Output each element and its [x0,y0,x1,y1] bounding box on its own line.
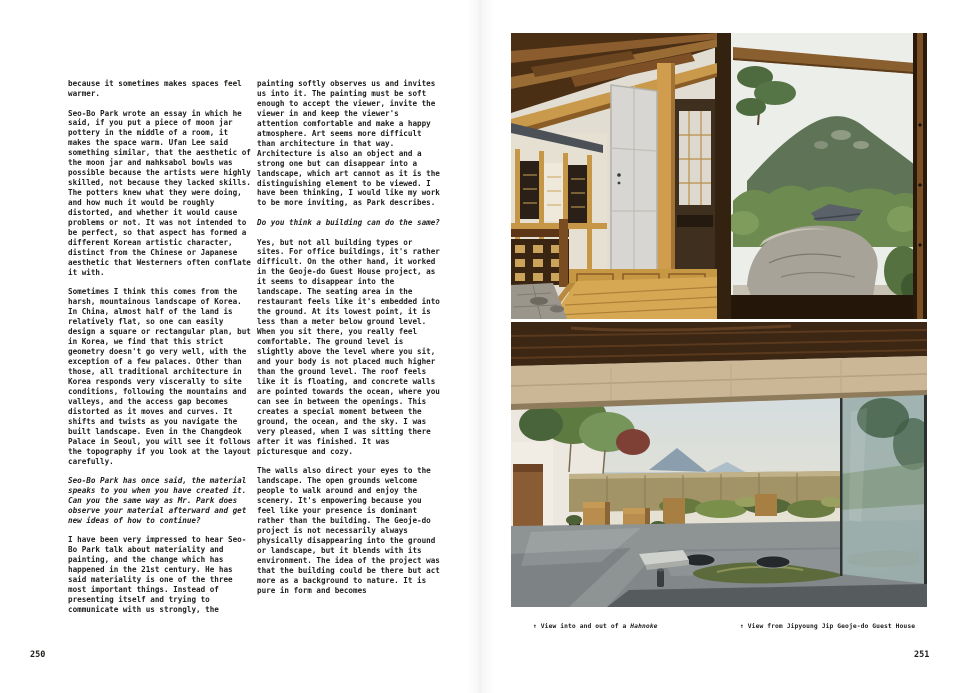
hanok-illustration [511,33,927,319]
guesthouse-glass-wall [840,372,927,584]
hanok-railing [511,219,569,287]
caption-hanok [533,623,658,630]
paragraph-question: Seo-Bo Park has once said, the material speaks to you when you have created it. Can you the same way as Mr. Park does observe your material afterward and get new ideas of how to continue? [68,476,247,525]
paragraph: Seo-Bo Park wrote an essay in which he said, if you put a piece of moon jar pottery in the middle of a room, it makes the space warm. Ufan Lee said something similar, that the aesthetic of the moon jar and mahksabol bowls was possible because the artists were highly skilled, not because they lacked skills. The potters knew what they were doing, and how much it would be roughly distorted, and whether it would cause problems or not. It was not intended to be perfect, so that aspect has formed a different Korean artistic character, distinct from the Chinese or Japanese aesthetic that Westerners often conflate it with. [68,108,251,277]
photo-guesthouse-view [511,322,927,607]
hanok-left-jamb [715,33,731,319]
hanok-post [657,63,675,293]
hanok-right-jamb [913,33,927,319]
spread-gutter-shadow [466,0,494,693]
hanok-open-door [611,85,657,275]
caption-guesthouse: ↑ View from Jipyoung Jip Geoje-do Guest House [740,623,916,630]
text-column-1 [68,79,251,625]
page-number-left: 250 [30,650,46,660]
paragraph: Yes, but not all building types or sites. For office buildings, it's rather difficult. On the other hand, it worked in the Geoje-do Guest House project, as it seems to disappear into the landscape. The seating area in the restaurant feels like it's embedded into the ground. At its lowest point, it is less than a meter below ground level. When you sit there, you really feel comfortable. The ground level is slightly above the level where you sit, and your body is not placed much higher than the ground level. The roof feels like it is floating, and concrete walls are pointed towards the ocean, where you can see in between the openings. This creates a special moment between the ground, the ocean, and the sky. I was very pleased, when I was sitting there after it was finished. It was picturesque and cozy. [257,237,440,456]
guesthouse-illustration [511,322,927,607]
paragraph: I have been very impressed to hear Seo-Bo Park talk about materiality and painting, and the change which has happened in the 21st century. He has said materiality is one of the three most important things. Instead of presenting itself and trying to communicate with us strongly, the [68,535,247,615]
photo-hanok-view [511,33,927,319]
paragraph: The walls also direct your eyes to the landscape. The open grounds welcome people to walk around and enjoy the scenery. It's empowering because you feel like your presence is dominant rather than the building. The Geoje-do project is not necessarily always physically disappearing into the ground or landscape, but it blends with its environment. The idea of the project was that the building could be there but act more as a background to nature. It is pure in form and becomes [257,466,440,595]
hanok-interior-room [675,99,715,275]
paragraph: because it sometimes makes spaces feel warmer. [68,79,242,98]
text-column-2 [257,79,440,605]
hanok-window-sill [717,295,915,319]
paragraph-question: Do you think a building can do the same? [257,217,440,227]
caption-hanok-text: ↑ View into and out of a [533,623,627,630]
caption-hanok-italic: Hahnoke [626,623,658,630]
paragraph: painting softly observes us and invites us into it. The painting must be soft enough to accept the viewer, invite the viewer in and keep the viewer's attention comfortable and make a happy atmosphere. Art seems more difficult than architecture in that way. Architecture is also an object and a strong one but can disappear into a landscape, which art cannot as it is the distinguishing element to be viewed. I have been thinking, I would like my work to be more inviting, as Park describes. [257,79,440,208]
page-number-right: 251 [914,650,930,660]
paragraph: Sometimes I think this comes from the harsh, mountainous landscape of Korea. In China, almost half of the land is relatively flat, so one can easily design a square or rectangular plan, but in Korea, we find that this strict geometry doesn't go very well, with the exception of a few palaces. Other than those, all traditional architecture in Korea responds very viscerally to site conditions, following the mountains and valleys, and the access gap becomes distorted as it moves and curves. It shifts and twists as you navigate the built landscape. Even in the Changdeok Palace in Seoul, you will see it follows the topography if you look at the layout carefully. [68,287,251,466]
hanok-window-view [717,33,925,303]
